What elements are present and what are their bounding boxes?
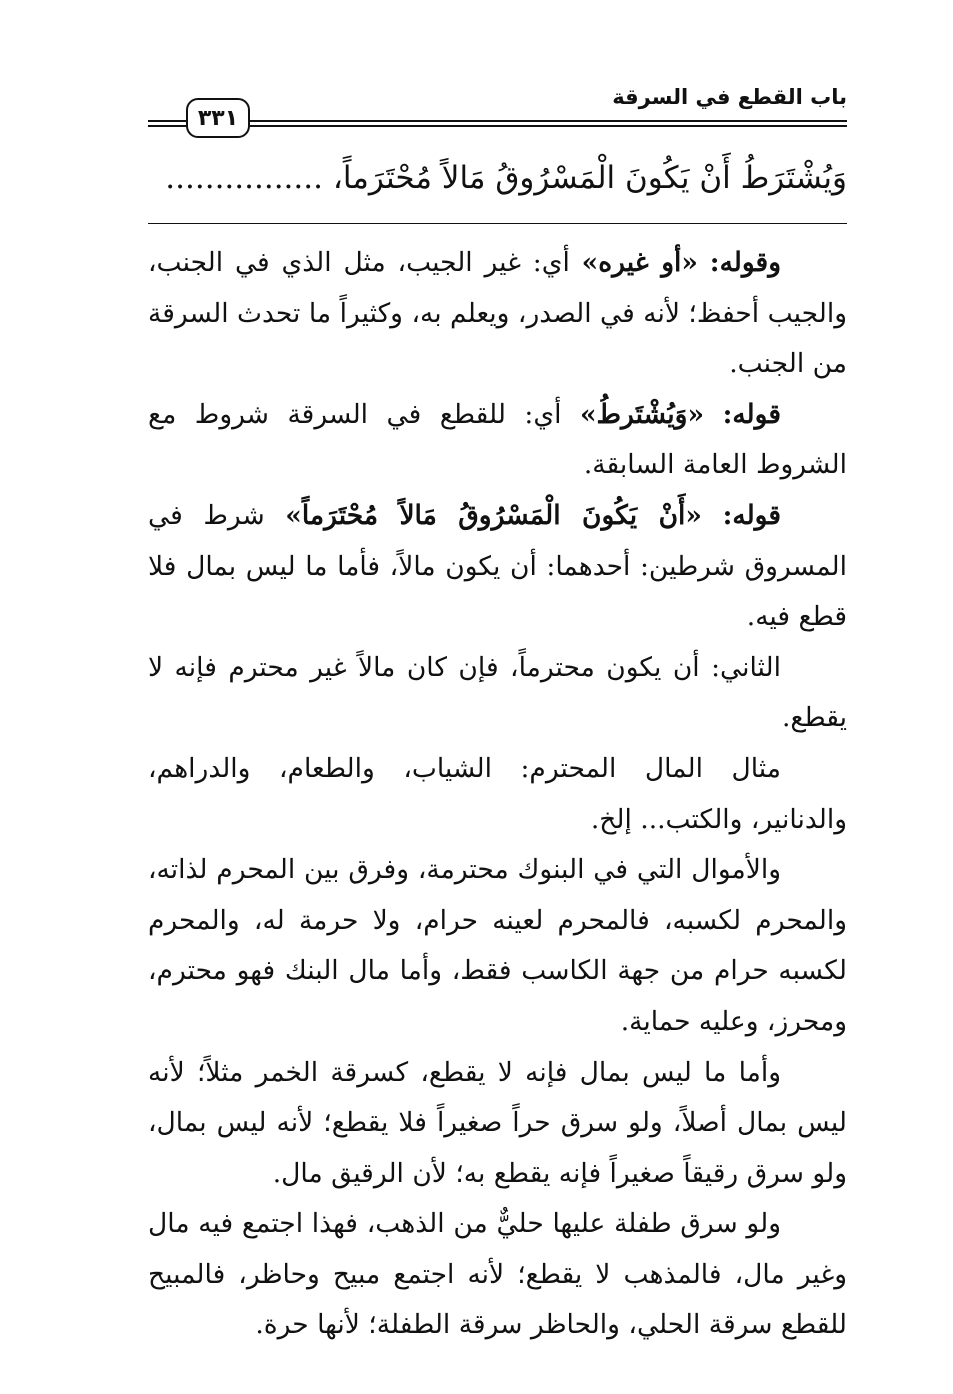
paragraph-text: أي: للقطع في السرقة شروط مع الشروط العامة السابقة. bbox=[148, 398, 847, 481]
matn-text: وَيُشْتَرَطُ أَنْ يَكُونَ الْمَسْرُوقُ مَالاً مُحْتَرَماً، ................ bbox=[165, 160, 847, 196]
paragraph-4: الثاني: أن يكون محترماً، فإن كان مالاً غير محترم فإنه لا يقطع. bbox=[148, 651, 847, 734]
commentary bbox=[148, 238, 847, 1351]
quoted-phrase: «أَنْ يَكُونَ الْمَسْرُوقُ مَالاً مُحْتَرَماً» bbox=[285, 499, 702, 531]
running-title: باب القطع في السرقة bbox=[612, 85, 847, 109]
paragraph-6: والأموال التي في البنوك محترمة، وفرق بين المحرم لذاته، والمحرم لكسبه، فالمحرم لعينه حرام، ولا حرمة له، والمحرم لكسبه حرام من جهة الكاسب فقط، وأما مال البنك فهو محترم، ومحرز، وعليه حماية. bbox=[148, 854, 847, 1037]
paragraph-label: قوله: bbox=[722, 398, 781, 430]
paragraph-8: ولو سرق طفلة عليها حليٌّ من الذهب، فهذا اجتمع فيه مال وغير مال، فالمذهب لا يقطع؛ لأنه اجتمع مبيح وحاظر، فالمبيح للقطع سرقة الحلي، والحاظر سرقة الطفلة؛ لأنها حرة. bbox=[148, 1208, 847, 1341]
matn-divider bbox=[148, 223, 847, 224]
header-rule bbox=[250, 120, 847, 127]
paragraph-text: أي: غير الجيب، مثل الذي في الجنب، والجيب أحفظ؛ لأنه في الصدر، ويعلم به، وكثيراً ما تحدث السرقة من الجنب. bbox=[148, 247, 847, 380]
paragraph-2 bbox=[148, 390, 847, 491]
quoted-phrase: «وَيُشْتَرطُ» bbox=[579, 398, 705, 430]
quoted-phrase: «أو غيره» bbox=[581, 247, 698, 278]
paragraph-5: مثال المال المحترم: الشياب، والطعام، والدراهم، والدنانير، والكتب... إلخ. bbox=[148, 752, 847, 835]
page-number: ٣٣١ bbox=[186, 98, 250, 138]
header-rule-left bbox=[148, 120, 186, 127]
paragraph-3 bbox=[148, 491, 847, 643]
paragraph-label: وقوله: bbox=[709, 247, 781, 278]
paragraph-label: قوله: bbox=[722, 499, 781, 531]
paragraph-text: شرط في المسروق شرطين: أحدهما: أن يكون مالاً، فأما ما ليس بمال فلا قطع فيه. bbox=[148, 499, 847, 633]
paragraph-7: وأما ما ليس بمال فإنه لا يقطع، كسرقة الخمر مثلاً؛ لأنه ليس بمال أصلاً، ولو سرق حراً صغيراً فلا يقطع؛ لأنه ليس بمال، ولو سرق رقيقاً صغيراً فإنه يقطع به؛ لأن الرقيق مال. bbox=[148, 1056, 847, 1189]
paragraph-1 bbox=[148, 238, 847, 390]
